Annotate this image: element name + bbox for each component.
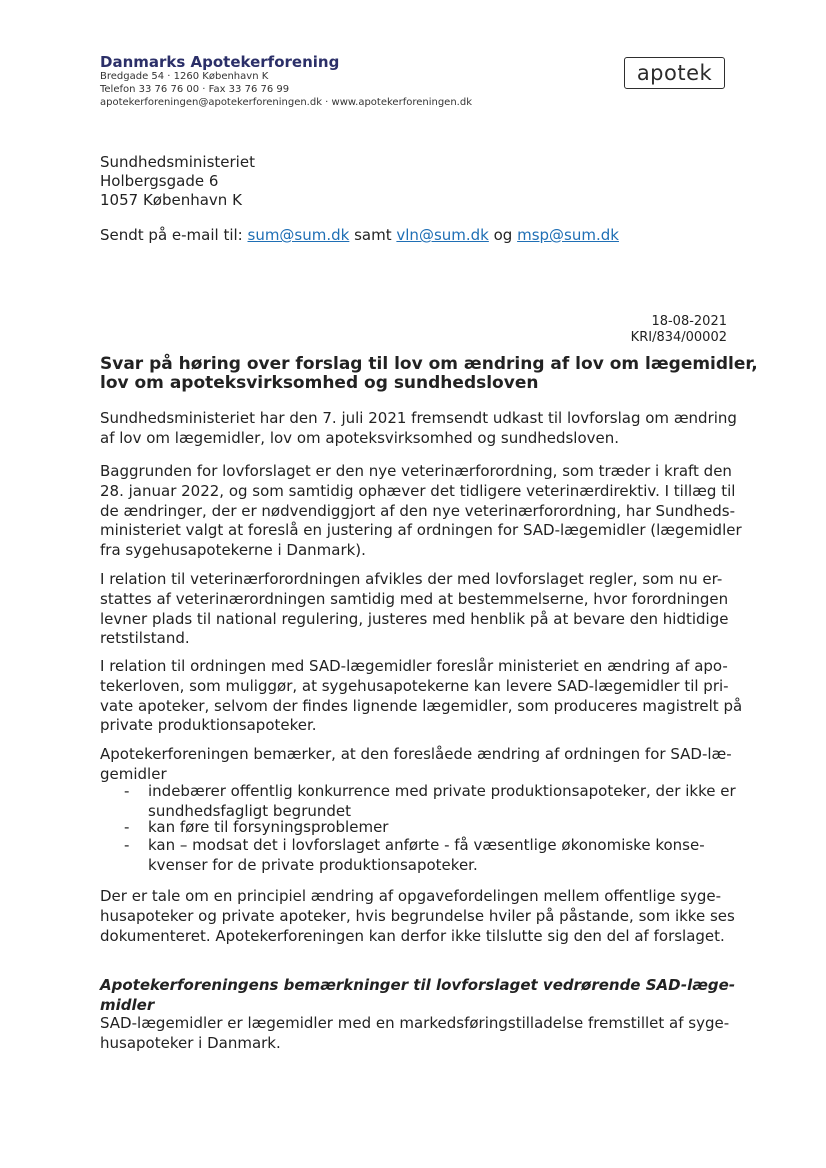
text-line: levner plads til national regulering, justeres med henblik på at bevare den hidtidige xyxy=(100,609,729,628)
recipient-line-3: 1057 København K xyxy=(100,191,242,209)
paragraph-2 xyxy=(100,462,740,561)
text-line: vate apoteker, selvom der findes lignende lægemidler, som produceres magistrelt på xyxy=(100,696,743,715)
org-address: Bredgade 54 · 1260 København K xyxy=(100,71,269,82)
bullet-item-2 xyxy=(148,818,388,838)
text-line: tekerloven, som muliggør, at sygehusapotekerne kan levere SAD-lægemidler til pri- xyxy=(100,676,729,695)
sent-line xyxy=(100,226,619,244)
recipient-line-1: Sundhedsministeriet xyxy=(100,153,255,171)
letter-title-line-2: lov om apoteksvirksomhed og sundhedsloven xyxy=(100,373,539,393)
bullet-item-3 xyxy=(148,836,705,876)
text-line: fra sygehusapotekerne i Danmark). xyxy=(100,541,366,560)
sent-sep-1: samt xyxy=(349,226,397,244)
text-line: de ændringer, der er nødvendiggjort af den nye veterinærforordning, har Sundheds- xyxy=(100,501,736,520)
text-line: I relation til ordningen med SAD-lægemidler foreslår ministeriet en ændring af apo- xyxy=(100,657,728,675)
text-line: kvenser for de private produktionsapoteker. xyxy=(148,855,478,874)
text-line: 28. januar 2022, og som samtidig ophæver det tidligere veterinærdirektiv. I tillæg til xyxy=(100,481,736,500)
paragraph-3 xyxy=(100,570,740,649)
text-line: dokumenteret. Apotekerforeningen kan derfor ikke tilslutte sig den del af forslaget. xyxy=(100,926,725,945)
logo-text: apotek xyxy=(636,61,713,85)
sent-sep-2: og xyxy=(488,226,518,244)
paragraph-5 xyxy=(100,745,740,785)
text-line: indebærer offentlig konkurrence med private produktionsapoteker, der ikke er xyxy=(148,782,736,800)
recipient-line-2: Holbergsgade 6 xyxy=(100,172,219,190)
email-link-msp[interactable]: msp@sum.dk xyxy=(517,226,619,244)
paragraph-1 xyxy=(100,409,740,449)
letter-date: 18-08-2021 xyxy=(651,314,727,329)
bullet-marker: - xyxy=(124,782,130,800)
paragraph-6 xyxy=(100,887,740,946)
text-line: Der er tale om en principiel ændring af opgavefordelingen mellem offentlige syge- xyxy=(100,887,722,905)
text-line: Sundhedsministeriet har den 7. juli 2021 fremsendt udkast til lovforslag om ændring xyxy=(100,409,737,427)
paragraph-4 xyxy=(100,657,743,736)
text-line: kan føre til forsyningsproblemer xyxy=(148,818,389,836)
text-line: husapoteker og private apoteker, hvis begrundelse hviler på påstande, som ikke ses xyxy=(100,906,735,925)
text-line: ministeriet valgt at foreslå en justering af ordningen for SAD-lægemidler (lægemidler xyxy=(100,521,742,540)
text-line: SAD-lægemidler er lægemidler med en markedsføringstilladelse fremstillet af syge- xyxy=(100,1014,730,1032)
section-subheading xyxy=(100,976,735,1016)
org-phone: Telefon 33 76 76 00 · Fax 33 76 76 99 xyxy=(100,84,290,95)
email-link-vln[interactable]: vln@sum.dk xyxy=(396,226,489,244)
bullet-item-1 xyxy=(148,782,736,822)
apotek-logo xyxy=(624,57,725,89)
org-name: Danmarks Apotekerforening xyxy=(100,53,340,71)
text-line: gemidler xyxy=(100,764,167,783)
bullet-marker: - xyxy=(124,836,130,854)
text-line: Baggrunden for lovforslaget er den nye veterinærforordning, som træder i kraft den xyxy=(100,462,732,480)
text-line: af lov om lægemidler, lov om apoteksvirksomhed og sundhedsloven. xyxy=(100,428,620,447)
text-line: I relation til veterinærforordningen afvikles der med lovforslaget regler, som nu er- xyxy=(100,570,723,588)
text-line: private produktionsapoteker. xyxy=(100,716,317,735)
text-line: kan – modsat det i lovforslaget anførte - få væsentlige økonomiske konse- xyxy=(148,836,705,854)
bullet-marker: - xyxy=(124,818,130,836)
text-line: sundhedsfagligt begrundet xyxy=(148,801,352,820)
text-line: Apotekerforeningens bemærkninger til lovforslaget vedrørende SAD-læge- xyxy=(100,976,736,994)
text-line: Apotekerforeningen bemærker, at den foreslåede ændring af ordningen for SAD-læ- xyxy=(100,745,732,763)
text-line: midler xyxy=(100,995,155,1014)
text-line: retstilstand. xyxy=(100,629,190,648)
paragraph-7 xyxy=(100,1014,740,1054)
text-line: husapoteker i Danmark. xyxy=(100,1033,281,1052)
sent-prefix: Sendt på e-mail til: xyxy=(100,226,248,244)
letter-reference: KRI/834/00002 xyxy=(630,330,727,345)
text-line: stattes af veterinærordningen samtidig med at bestemmelserne, hvor forordningen xyxy=(100,589,729,608)
letter-title-line-1: Svar på høring over forslag til lov om ændring af lov om lægemidler, xyxy=(100,354,758,374)
org-contact: apotekerforeningen@apotekerforeningen.dk · www.apotekerforeningen.dk xyxy=(100,97,472,108)
email-link-sum[interactable]: sum@sum.dk xyxy=(247,226,350,244)
